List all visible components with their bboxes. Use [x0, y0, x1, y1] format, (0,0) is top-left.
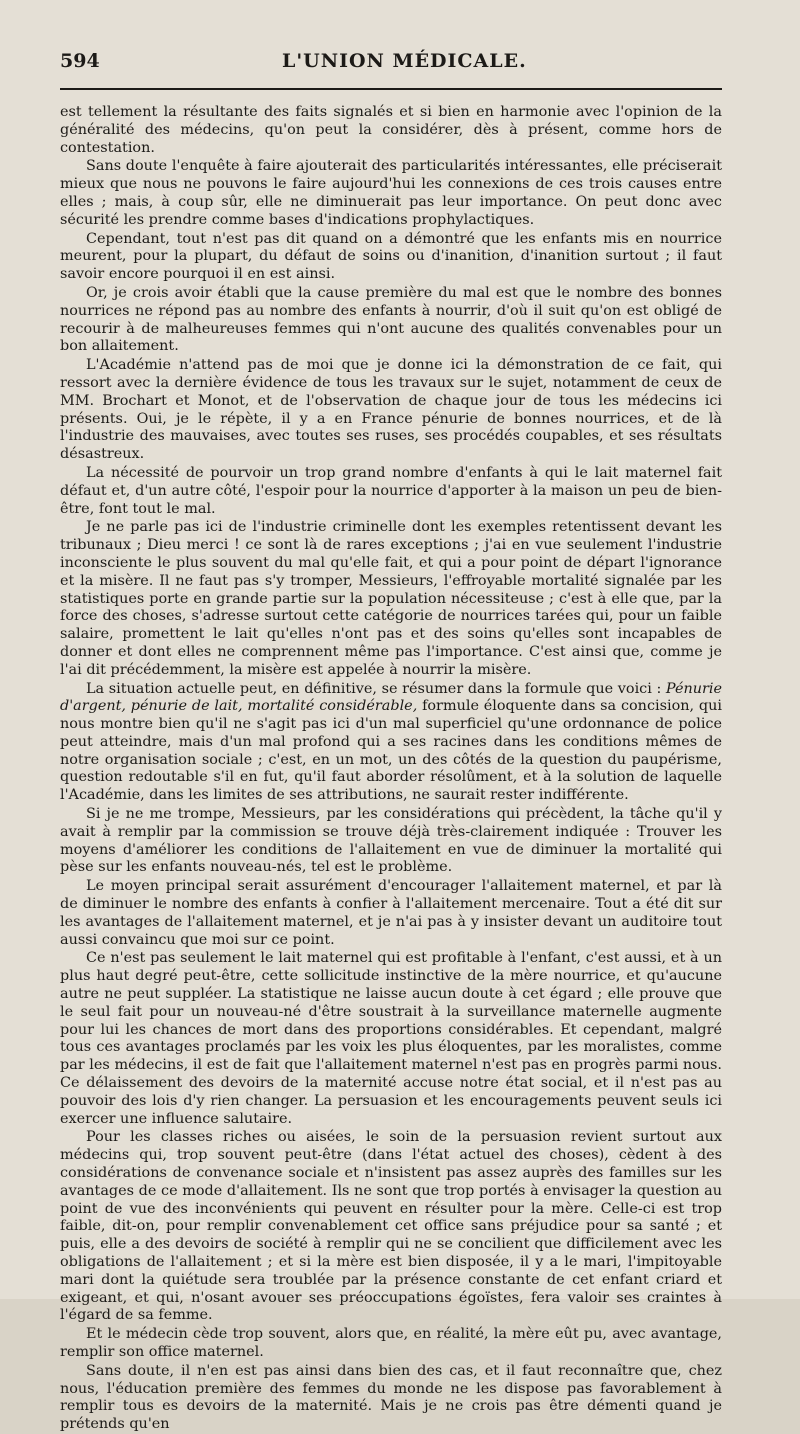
- paragraph: Et le médecin cède trop souvent, alors que, en réalité, la mère eût pu, avec avantage, remplir son office maternel.: [60, 1326, 722, 1360]
- paragraph: Je ne parle pas ici de l'industrie criminelle dont les exemples retentissent devant les tribunaux ; Dieu merci ! ce sont là de rares exceptions ; j'ai en vue seulement l'industrie inconsciente le plus souvent du mal qu'elle fait, et qui a pour point de départ l'ignorance et la misère. Il ne faut pas s'y tromper, Messieurs, l'effroyable mortalité signalée par les statistiques porte en grande partie sur la population nécessiteuse ; c'est à elle que, par la force des choses, s'adresse surtout cette catégorie de nourrices tarées qui, pour un faible salaire, promettent le lait qu'elles n'ont pas et des soins qu'elles sont incapables de donner et dont elles ne comprennent même pas l'importance. C'est ainsi que, comme je l'ai dit précédemment, la misère est appelée à nourrir la misère.: [60, 519, 722, 678]
- paragraph: Pour les classes riches ou aisées, le soin de la persuasion revient surtout aux médecins qui, trop souvent peut-être (dans l'état actuel des choses), cèdent à des considérations de convenance sociale et n'insistent pas assez auprès des familles sur les avantages de ce mode d'allaitement. Ils ne sont que trop portés à envisager la question au point de vue des inconvénients qui peuvent en résulter pour la mère. Celle-ci est trop faible, dit-on, pour remplir convenablement cet office sans préjudice pour sa santé ; et puis, elle a des devoirs de société à remplir qui ne se concilient que difficilement avec les obligations de l'allaitement ; et si la mère est bien disposée, il y a le mari, l'impitoyable mari dont la quiétude sera troublée par la présence constante de cet enfant criard et exigeant, et qui, n'osant avouer ses préoccupations égoïstes, fera valoir ses craintes à l'égard de sa femme.: [60, 1129, 722, 1324]
- paragraph: Cependant, tout n'est pas dit quand on a démontré que les enfants mis en nourrice meurent, pour la plupart, du défaut de soins ou d'inanition, d'inanition surtout ; il faut savoir encore pourquoi il en est ainsi.: [60, 230, 722, 283]
- paragraph: Or, je crois avoir établi que la cause première du mal est que le nombre des bonnes nourrices ne répond pas au nombre des enfants à nourrir, d'où il suit qu'on est obligé de recourir à de malheureuses femmes qui n'ont aucune des qualités convenables pour un bon allaitement.: [60, 284, 722, 355]
- paragraph-text: La situation actuelle peut, en définitive, se résumer dans la formule que voici :: [86, 680, 666, 697]
- paragraph: Sans doute, il n'en est pas ainsi dans bien des cas, et il faut reconnaître que, chez nous, l'éducation première des femmes du monde ne les dispose pas favorablement à remplir tous es devoirs de la maternité. Mais je ne crois pas être démenti quand je prétends qu'en: [60, 1362, 722, 1433]
- paragraph: Le moyen principal serait assurément d'encourager l'allaitement maternel, et par là de diminuer le nombre des enfants à confier à l'allaitement mercenaire. Tout a été dit sur les avantages de l'allaitement maternel, et je n'ai pas à y insister devant un auditoire tout aussi convaincu que moi sur ce point.: [60, 878, 722, 948]
- paragraph: L'Académie n'attend pas de moi que je donne ici la démonstration de ce fait, qui ressort avec la dernière évidence de tous les travaux sur le sujet, notamment de ceux de MM. Brochart et Monot, et de l'observation de chaque jour de tous les médecins ici présents. Oui, je le répète, il y a en France pénurie de bonnes nourrices, et de là l'industrie des mauvaises, avec toutes ses ruses, ses procédés coupables, et ses résultats désastreux.: [60, 357, 722, 463]
- paragraph-with-formula: [60, 681, 722, 806]
- formula-italic: Pénurie d'argent, pénurie de lait, mortalité considérable,: [60, 680, 722, 715]
- paragraph: Ce n'est pas seulement le lait maternel qui est profitable à l'enfant, c'est aussi, et à un plus haut degré peut-être, cette sollicitude instinctive de la mère nourrice, et qu'aucune autre ne peut suppléer. La statistique ne laisse aucun doute à cet égard ; elle prouve que le seul fait pour un nouveau-né d'être soustrait à la surveillance maternelle augmente pour lui les chances de mort dans des proportions considérables. Et cependant, malgré tous ces avantages proclamés par les voix les plus éloquentes, par les moralistes, comme par les médecins, il est de fait que l'allaitement maternel n'est pas en progrès parmi nous. Ce délaissement des devoirs de la maternité accuse notre état social, et il n'est pas au pouvoir des lois d'y rien changer. La persuasion et les encouragements peuvent seuls ici exercer une influence salutaire.: [60, 950, 722, 1127]
- paragraph: Si je ne me trompe, Messieurs, par les considérations qui précèdent, la tâche qu'il y avait à remplir par la commission se trouve déjà très-clairement indiquée : Trouver les moyens d'améliorer les conditions de l'allaitement en vue de diminuer la mortalité qui pèse sur les enfants nouveau-nés, tel est le problème.: [60, 806, 722, 876]
- page-header: [60, 50, 722, 80]
- header-rule: [60, 88, 722, 90]
- article-body: [60, 104, 722, 1434]
- paragraph-text: formule éloquente dans sa concision, qui nous montre bien qu'il ne s'agit pas ici d'un mal superficiel qu'une ordonnance de police peut atteindre, mais d'un mal profond qui a ses racines dans les conditions mêmes de notre organisation sociale ; c'est, en un mot, un des côtés de la question du paupérisme, question redoutable s'il en fut, qu'il faut aborder résolûment, et à la solution de laquelle l'Académie, dans les limites de ses attributions, ne saurait rester indifférente.: [60, 698, 722, 804]
- page-number: 594: [60, 50, 100, 72]
- paragraph: La nécessité de pourvoir un trop grand nombre d'enfants à qui le lait maternel fait défaut et, d'un autre côté, l'espoir pour la nourrice d'apporter à la maison un peu de bien-être, font tout le mal.: [60, 464, 722, 517]
- paragraph: est tellement la résultante des faits signalés et si bien en harmonie avec l'opinion de la généralité des médecins, qu'on peut la considérer, dès à présent, comme hors de contestation.: [60, 104, 722, 156]
- paragraph: Sans doute l'enquête à faire ajouterait des particularités intéressantes, elle préciserait mieux que nous ne pouvons le faire aujourd'hui les connexions de ces trois causes entre elles ; mais, à coup sûr, elle ne diminuerait pas leur importance. On peut donc avec sécurité les prendre comme bases d'indications prophylactiques.: [60, 158, 722, 228]
- running-title: L'UNION MÉDICALE.: [282, 50, 527, 72]
